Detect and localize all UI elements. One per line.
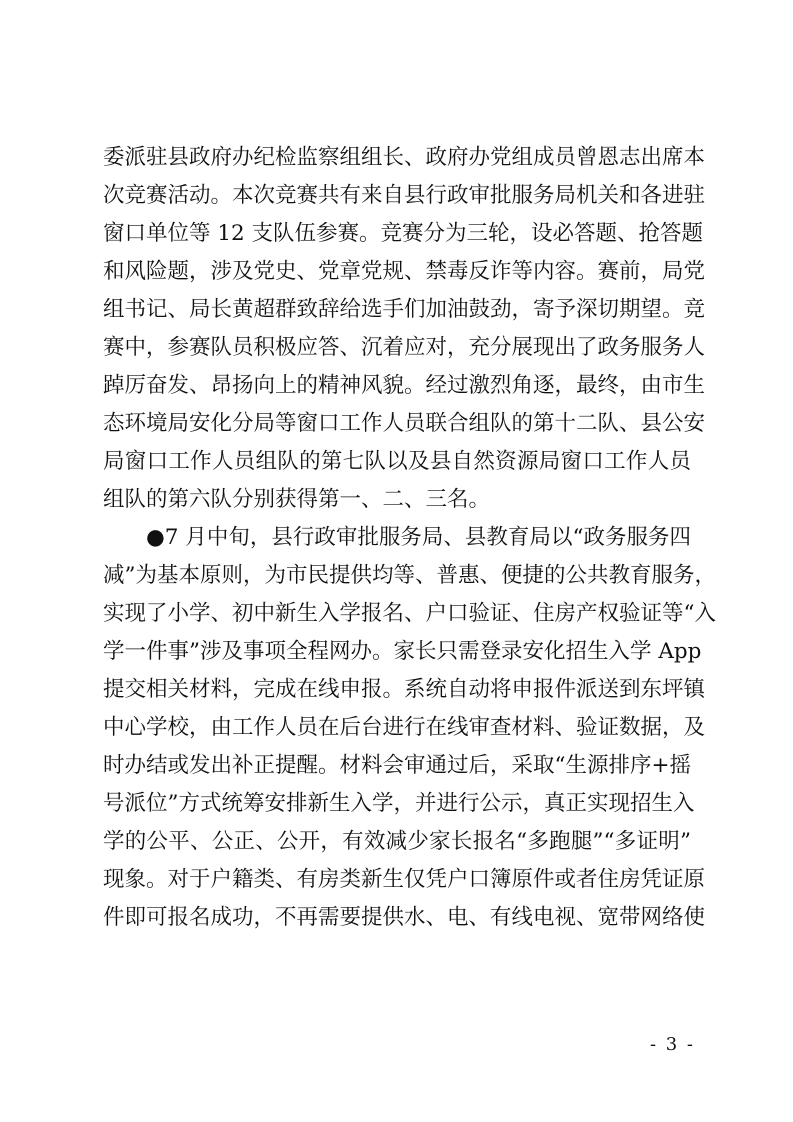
text-line: 赛中，参赛队员积极应答、沉着应对，充分展现出了政务服务人: [103, 335, 706, 360]
text-line: 时办结或发出补正提醒。材料会审通过后，采取“生源排序+摇: [103, 753, 692, 778]
page-number: - 3 -: [649, 1034, 695, 1055]
text-line: 组队的第六队分别获得第一、二、三名。: [103, 487, 491, 512]
text-line: 学一件事”涉及事项全程网办。家长只需登录安化招生入学 App: [103, 639, 702, 664]
text-line: 实现了小学、初中新生入学报名、户口验证、住房产权验证等“入: [103, 601, 716, 626]
text-line: 态环境局安化分局等窗口工作人员联合组队的第十二队、县公安: [103, 411, 706, 436]
text-line: 窗口单位等 12 支队伍参赛。竞赛分为三轮，设必答题、抢答题: [103, 221, 704, 246]
paragraph-2: [103, 519, 716, 937]
text-line: 中心学校，由工作人员在后台进行在线审查材料、验证数据，及: [103, 715, 706, 740]
text-line: 组书记、局长黄超群致辞给选手们加油鼓劲，寄予深切期望。竞: [103, 297, 706, 322]
text-line: 委派驻县政府办纪检监察组组长、政府办党组成员曾恩志出席本: [103, 145, 706, 170]
text-line: 次竞赛活动。本次竞赛共有来自县行政审批服务局机关和各进驻: [103, 183, 706, 208]
text-line: 号派位”方式统筹安排新生入学，并进行公示，真正实现招生入: [103, 791, 695, 816]
body-text: [103, 139, 716, 937]
text-line: ●7 月中旬，县行政审批服务局、县教育局以“政务服务四: [103, 525, 691, 550]
text-line: 学的公平、公正、公开，有效减少家长报名“多跑腿”“多证明”: [103, 829, 691, 854]
text-line: 踔厉奋发、昂扬向上的精神风貌。经过激烈角逐，最终，由市生: [103, 373, 706, 398]
text-line: 减”为基本原则，为市民提供均等、普惠、便捷的公共教育服务，: [103, 563, 716, 588]
text-line: 和风险题，涉及党史、党章党规、禁毒反诈等内容。赛前，局党: [103, 259, 706, 284]
text-line: 件即可报名成功，不再需要提供水、电、有线电视、宽带网络使: [103, 905, 706, 930]
text-line: 提交相关材料，完成在线申报。系统自动将申报件派送到东坪镇: [103, 677, 706, 702]
text-line: 现象。对于户籍类、有房类新生仅凭户口簿原件或者住房凭证原: [103, 867, 706, 892]
paragraph-1: [103, 139, 706, 519]
text-line: 局窗口工作人员组队的第七队以及县自然资源局窗口工作人员: [103, 449, 691, 474]
